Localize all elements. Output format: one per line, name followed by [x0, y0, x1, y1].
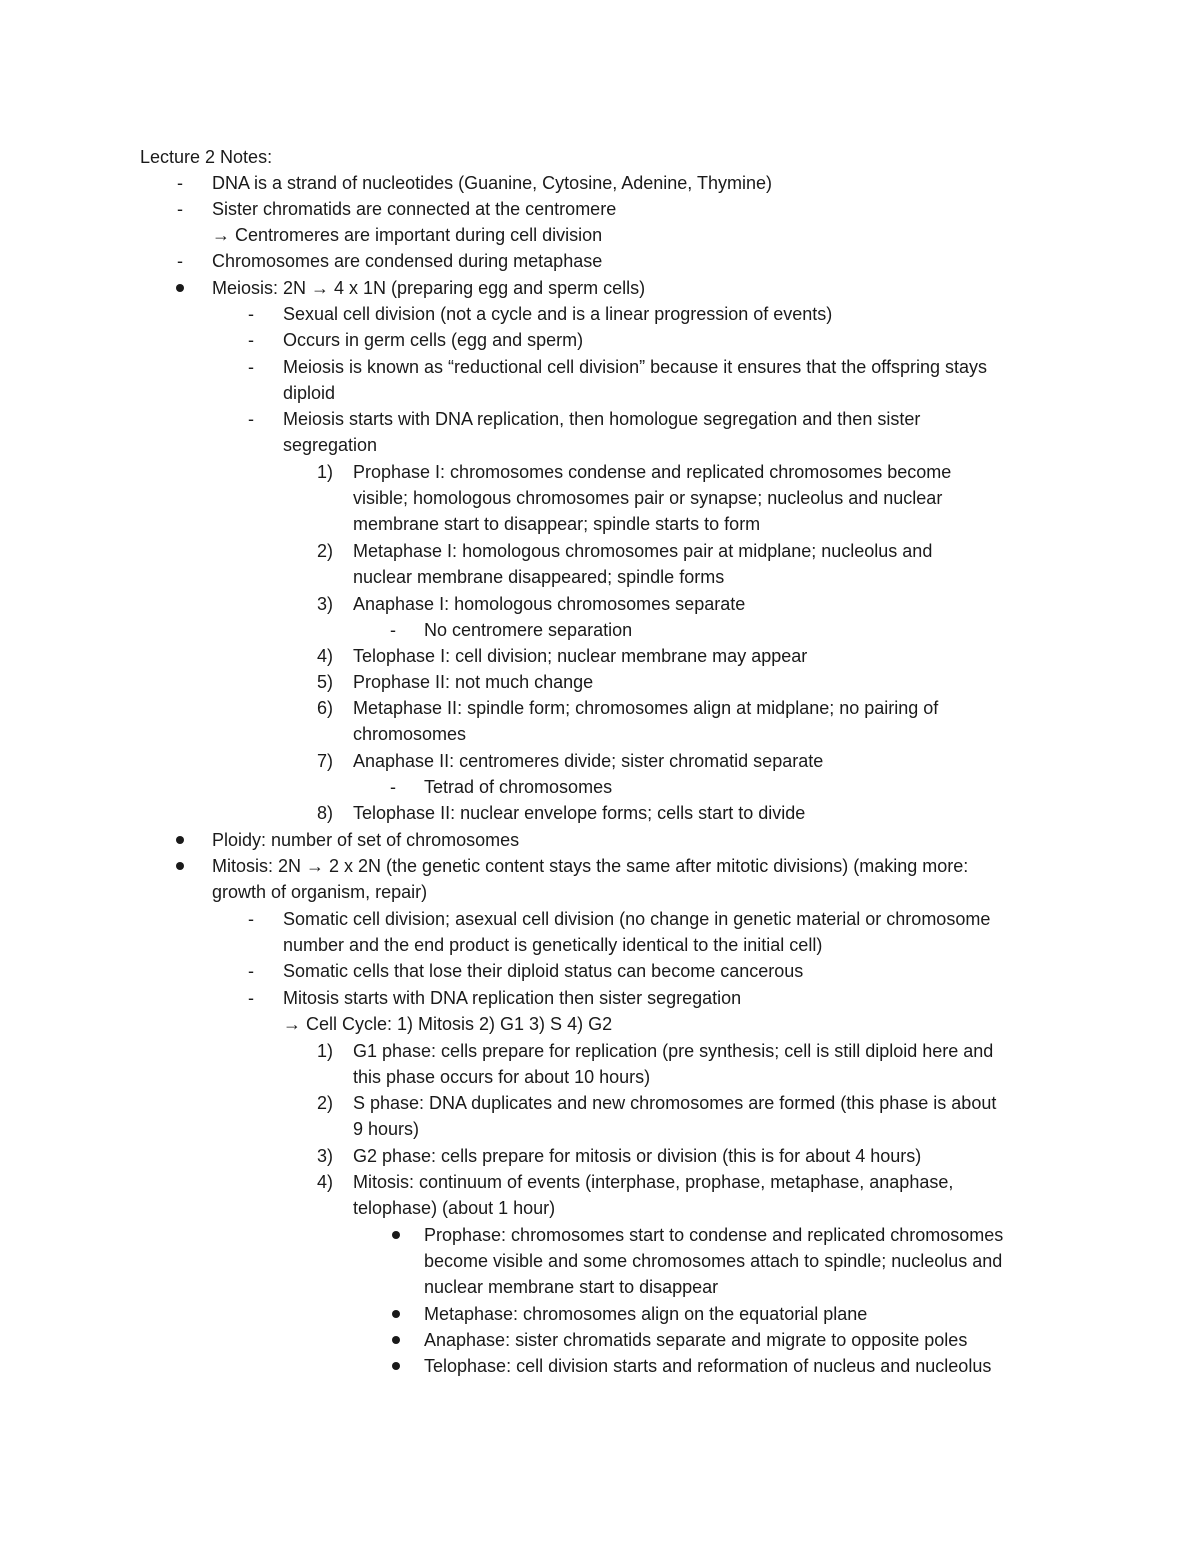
- dash-marker: -: [248, 961, 254, 981]
- meiosis-phase-prophase-i: Prophase I: chromosomes condense and replicated chromosomes become: [353, 462, 952, 482]
- meiosis-phase-anaphase-ii: Anaphase II: centromeres divide; sister chromatid separate: [353, 751, 824, 771]
- cell-cycle-phase-g2: G2 phase: cells prepare for mitosis or division (this is for about 4 hours): [353, 1146, 922, 1166]
- meiosis-phase-metaphase-ii: Metaphase II: spindle form; chromosomes align at midplane; no pairing of: [353, 698, 939, 718]
- dash-marker: -: [248, 909, 254, 929]
- bullet-icon: [175, 829, 185, 851]
- meiosis-point-reductional-cont: diploid: [283, 383, 336, 403]
- mitosis-point-replication: Mitosis starts with DNA replication then sister segregation: [283, 988, 742, 1008]
- mitosis-point-somatic-division: Somatic cell division; asexual cell division (no change in genetic material or chromosome: [283, 909, 991, 929]
- meiosis-phase-anaphase-i: Anaphase I: homologous chromosomes separate: [353, 594, 746, 614]
- dash-marker: -: [248, 330, 254, 350]
- cell-cycle-phase-mitosis-cont: telophase) (about 1 hour): [353, 1198, 556, 1218]
- phase-number: 3): [317, 594, 334, 614]
- meiosis-phase-prophase-ii: Prophase II: not much change: [353, 672, 594, 692]
- phase-number: 4): [317, 1172, 334, 1192]
- dash-marker: -: [248, 304, 254, 324]
- mitosis-heading: Mitosis: 2N → 2 x 2N (the genetic content stays the same after mitotic divisions) (making more:: [212, 856, 969, 876]
- mitosis-point-somatic-division-cont: number and the end product is genetically identical to the initial cell): [283, 935, 823, 955]
- dash-marker: -: [390, 620, 396, 640]
- meiosis-point-replication: Meiosis starts with DNA replication, then homologue segregation and then sister: [283, 409, 921, 429]
- bullet-icon: [391, 1355, 401, 1377]
- mitosis-stage-metaphase: Metaphase: chromosomes align on the equatorial plane: [424, 1304, 868, 1324]
- meiosis-point-sexual-division: Sexual cell division (not a cycle and is a linear progression of events): [283, 304, 833, 324]
- meiosis-point-reductional: Meiosis is known as “reductional cell division” because it ensures that the offspring stays: [283, 357, 988, 377]
- phase-number: 2): [317, 1093, 334, 1113]
- intro-note-centromeres: → Centromeres are important during cell division: [212, 225, 603, 245]
- mitosis-stage-telophase: Telophase: cell division starts and reformation of nucleus and nucleolus: [424, 1356, 992, 1376]
- meiosis-phase-prophase-i-cont: membrane start to disappear; spindle starts to form: [353, 514, 761, 534]
- cell-cycle-phase-g1-cont: this phase occurs for about 10 hours): [353, 1067, 651, 1087]
- meiosis-phase-metaphase-ii-cont: chromosomes: [353, 724, 467, 744]
- mitosis-stage-prophase-cont: become visible and some chromosomes attach to spindle; nucleolus and: [424, 1251, 1003, 1271]
- phase-number: 4): [317, 646, 334, 666]
- dash-marker: -: [177, 173, 183, 193]
- cell-cycle-phase-s: S phase: DNA duplicates and new chromosomes are formed (this phase is about: [353, 1093, 997, 1113]
- cell-cycle-phase-g1: G1 phase: cells prepare for replication (pre synthesis; cell is still diploid here and: [353, 1041, 994, 1061]
- intro-item-dna: DNA is a strand of nucleotides (Guanine, Cytosine, Adenine, Thymine): [212, 173, 772, 193]
- meiosis-phase-telophase-ii: Telophase II: nuclear envelope forms; cells start to divide: [353, 803, 806, 823]
- phase-number: 2): [317, 541, 334, 561]
- meiosis-phase-anaphase-ii-note: Tetrad of chromosomes: [424, 777, 613, 797]
- mitosis-stage-prophase-cont: nuclear membrane start to disappear: [424, 1277, 719, 1297]
- mitosis-point-cancerous: Somatic cells that lose their diploid status can become cancerous: [283, 961, 804, 981]
- intro-item-sister-chromatids: Sister chromatids are connected at the centromere: [212, 199, 617, 219]
- dash-marker: -: [248, 357, 254, 377]
- intro-item-chromosomes-condensed: Chromosomes are condensed during metaphase: [212, 251, 603, 271]
- bullet-icon: [175, 855, 185, 877]
- meiosis-point-replication-cont: segregation: [283, 435, 378, 455]
- meiosis-phase-prophase-i-cont: visible; homologous chromosomes pair or synapse; nucleolus and nuclear: [353, 488, 943, 508]
- phase-number: 3): [317, 1146, 334, 1166]
- bullet-icon: [391, 1224, 401, 1246]
- bullet-icon: [175, 277, 185, 299]
- dash-marker: -: [177, 199, 183, 219]
- phase-number: 5): [317, 672, 334, 692]
- phase-number: 6): [317, 698, 334, 718]
- meiosis-phase-metaphase-i: Metaphase I: homologous chromosomes pair at midplane; nucleolus and: [353, 541, 933, 561]
- meiosis-phase-anaphase-i-note: No centromere separation: [424, 620, 633, 640]
- mitosis-heading-cont: growth of organism, repair): [212, 882, 428, 902]
- meiosis-phase-telophase-i: Telophase I: cell division; nuclear membrane may appear: [353, 646, 808, 666]
- mitosis-stage-anaphase: Anaphase: sister chromatids separate and migrate to opposite poles: [424, 1330, 968, 1350]
- bullet-icon: [391, 1329, 401, 1351]
- dash-marker: -: [248, 988, 254, 1008]
- phase-number: 1): [317, 1041, 334, 1061]
- mitosis-cell-cycle-note: → Cell Cycle: 1) Mitosis 2) G1 3) S 4) G2: [283, 1014, 613, 1034]
- phase-number: 8): [317, 803, 334, 823]
- mitosis-stage-prophase: Prophase: chromosomes start to condense and replicated chromosomes: [424, 1225, 1004, 1245]
- dash-marker: -: [390, 777, 396, 797]
- cell-cycle-phase-s-cont: 9 hours): [353, 1119, 420, 1139]
- phase-number: 7): [317, 751, 334, 771]
- meiosis-point-germ-cells: Occurs in germ cells (egg and sperm): [283, 330, 584, 350]
- cell-cycle-phase-mitosis: Mitosis: continuum of events (interphase, prophase, metaphase, anaphase,: [353, 1172, 954, 1192]
- bullet-icon: [391, 1303, 401, 1325]
- phase-number: 1): [317, 462, 334, 482]
- document-title: Lecture 2 Notes:: [140, 147, 273, 167]
- dash-marker: -: [248, 409, 254, 429]
- dash-marker: -: [177, 251, 183, 271]
- meiosis-phase-metaphase-i-cont: nuclear membrane disappeared; spindle forms: [353, 567, 725, 587]
- meiosis-heading: Meiosis: 2N → 4 x 1N (preparing egg and sperm cells): [212, 278, 646, 298]
- ploidy-definition: Ploidy: number of set of chromosomes: [212, 830, 520, 850]
